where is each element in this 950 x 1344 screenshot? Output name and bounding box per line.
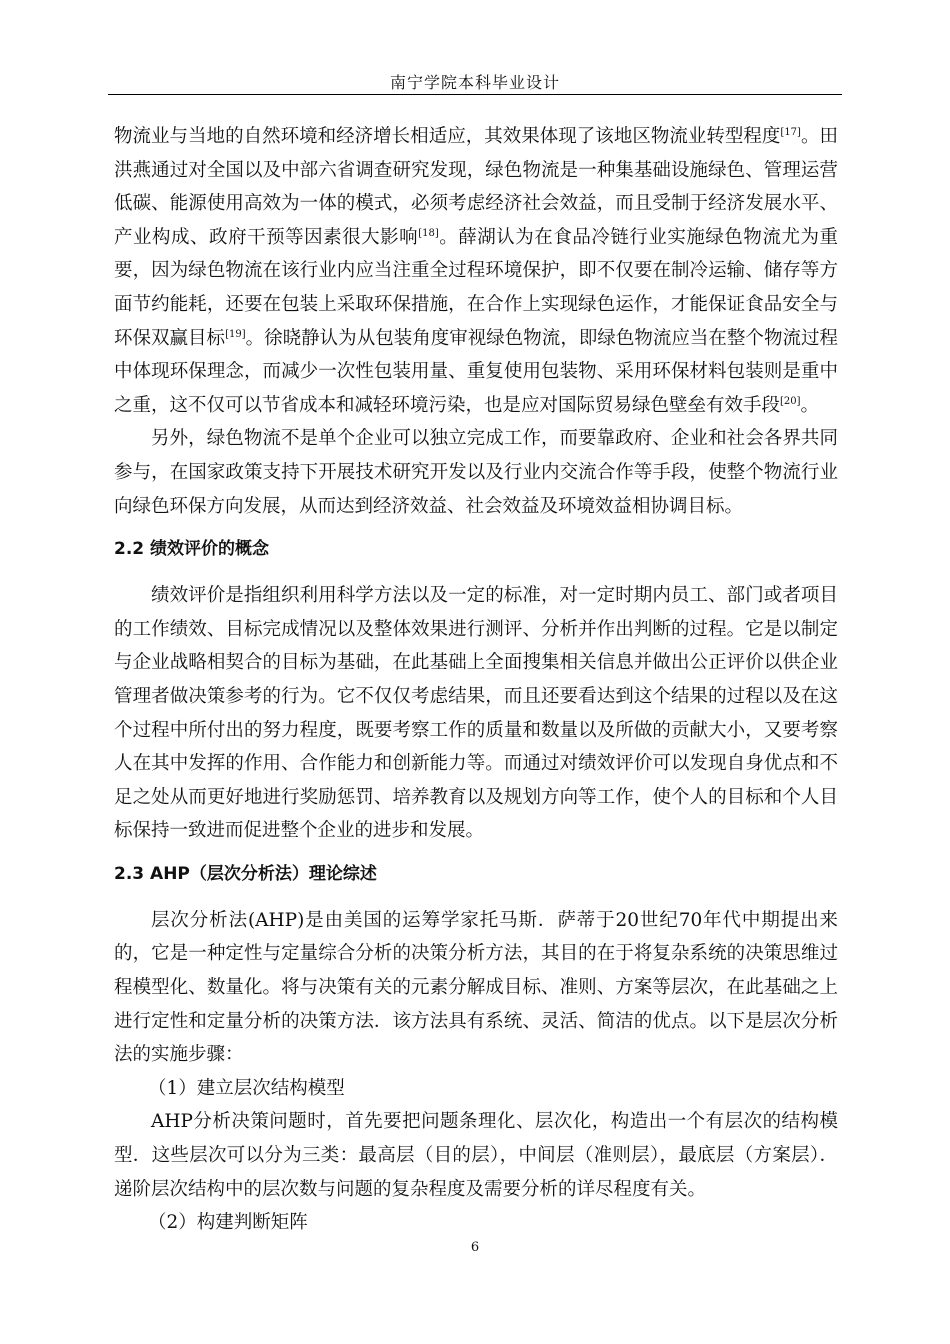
paragraph-ahp-intro: 层次分析法(AHP)是由美国的运筹学家托马斯．萨蒂于20世纪70年代中期提出来的，它是一种定性与定量综合分析的决策分析方法，其目的在于将复杂系统的决策思维过程模型化、数量化。将与决策有关的元素分解成目标、准则、方案等层次，在此基础之上进行定性和定量分析的决策方法．该方法具有系统、灵活、简洁的优点。以下是层次分析法的实施步骤： [114, 909, 838, 1066]
paragraph-text: 。薛湖认为在食品冷链行业实施绿色物流尤为重要，因为绿色物流在该行业内应当注重全过程环境保护，即不仅要在制冷运输、储存等方面节约能耗，还要在包装上采取环保措施，在合作上实现绿色运作，才能保证食品安全与环保双赢目标 [114, 226, 838, 349]
paragraph-text: 。 [800, 394, 820, 416]
citation-19: [19] [225, 328, 246, 340]
paragraph-text: 物流业与当地的自然环境和经济增长相适应，其效果体现了该地区物流业转型程度 [114, 126, 781, 147]
header-rule [108, 94, 842, 95]
list-item-step-1: （1）建立层次结构模型 [148, 1077, 345, 1099]
page-header-title: 南宁学院本科毕业设计 [389, 73, 560, 92]
section-heading-2-3: 2.3 AHP（层次分析法）理论综述 [114, 863, 377, 884]
paragraph-green-logistics-review [114, 120, 838, 422]
citation-20: [20] [780, 395, 801, 407]
list-item-step-2: （2）构建判断矩阵 [148, 1212, 308, 1234]
section-heading-2-2: 2.2 绩效评价的概念 [114, 539, 270, 560]
paragraph-text: 。徐晓静认为从包装角度审视绿色物流，即绿色物流应当在整个物流过程中体现环保理念，而减少一次性包装用量、重复使用包装物、采用环保材料包装则是重中之重，这不仅可以节省成本和减轻环境污染，也是应对国际贸易绿色壁垒有效手段 [114, 327, 838, 416]
paragraph-performance-evaluation: 绩效评价是指组织利用科学方法以及一定的标准，对一定时期内员工、部门或者项目的工作绩效、目标完成情况以及整体效果进行测评、分析并作出判断的过程。它是以制定与企业战略相契合的目标为基础，在此基础上全面搜集相关信息并做出公正评价以供企业管理者做决策参考的行为。它不仅仅考虑结果，而且还要看达到这个结果的过程以及在这个过程中所付出的努力程度，既要考察工作的质量和数量以及所做的贡献大小，又要考察人在其中发挥的作用、合作能力和创新能力等。而通过对绩效评价可以发现自身优点和不足之处从而更好地进行奖励惩罚、培养教育以及规划方向等工作，使个人的目标和个人目标保持一致进而促进整个企业的进步和发展。 [114, 585, 838, 842]
page-number: 6 [470, 1240, 480, 1255]
citation-18: [18] [418, 227, 439, 239]
document-body [114, 120, 838, 1240]
paragraph-ahp-hierarchy: AHP分析决策问题时，首先要把问题条理化、层次化，构造出一个有层次的结构模型．这些层次可以分为三类：最高层（目的层），中间层（准则层），最底层（方案层）．递阶层次结构中的层次数与问题的复杂程度及需要分析的详尽程度有关。 [114, 1111, 838, 1200]
paragraph-green-logistics-summary: 另外，绿色物流不是单个企业可以独立完成工作，而要靠政府、企业和社会各界共同参与，在国家政策支持下开展技术研究开发以及行业内交流合作等手段，使整个物流行业向绿色环保方向发展，从而达到经济效益、社会效益及环境效益相协调目标。 [114, 428, 838, 517]
citation-17: [17] [780, 127, 801, 138]
paragraph-text: 。田洪燕通过对全国以及中部六省调查研究发现，绿色物流是一种集基础设施绿色、管理运营低碳、能源使用高效为一体的模式，必须考虑经济社会效益，而且受制于经济发展水平、产业构成、政府干预等因素很大影响 [114, 126, 838, 248]
